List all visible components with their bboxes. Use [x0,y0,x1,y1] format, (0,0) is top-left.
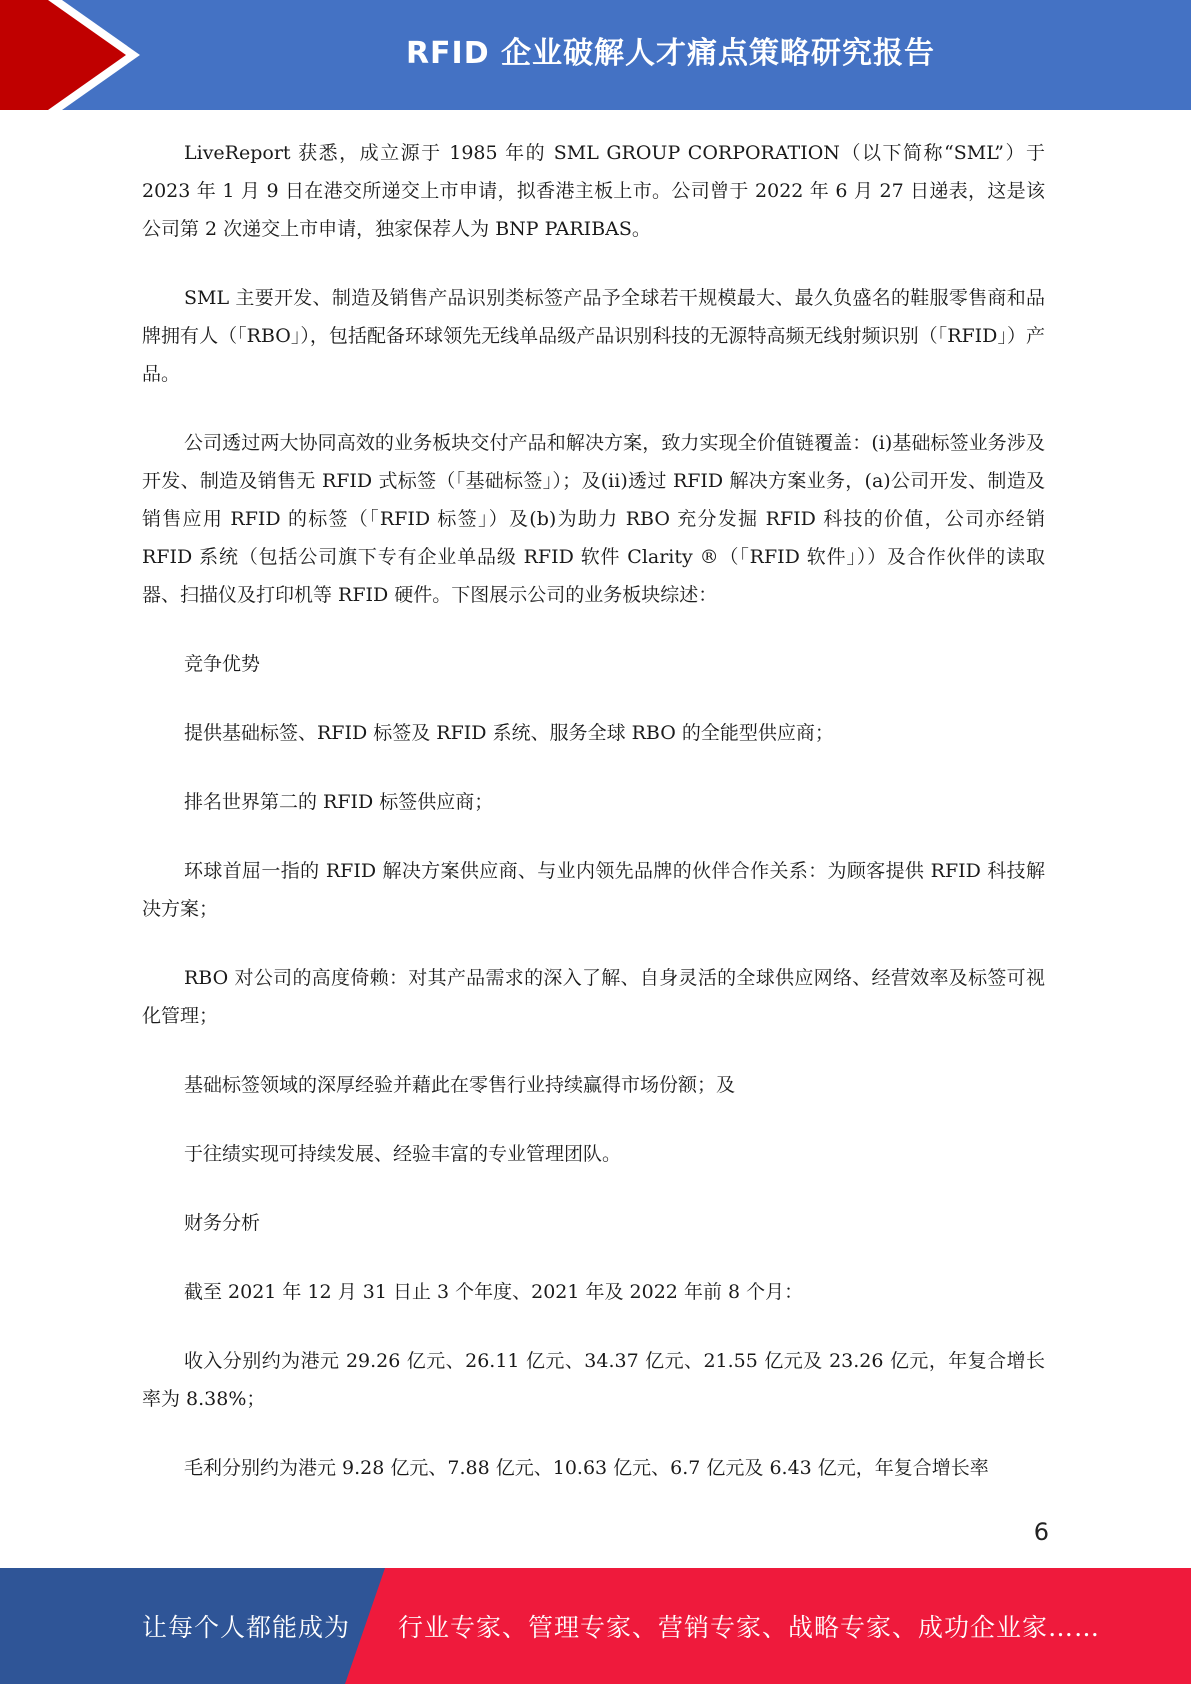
section-heading: 财务分析 [184,1212,261,1234]
section-heading: 竞争优势 [184,653,261,675]
paragraph: 公司透过两大协同高效的业务板块交付产品和解决方案，致力实现全价值链覆盖：(i)基础标签业务涉及开发、制造及销售无 RFID 式标签（「基础标签」）；及(ii)透过 RFID 解决方案业务，(a)公司开发、制造及销售应用 RFID 的标签（「RFID 标签」）及(b)为助力 RBO 充分发掘 RFID 科技的价值，公司亦经销 RFID 系统（包括公司旗下专有企业单品级 RFID 软件 Clarity ®（「RFID 软件」））及合作伙伴的读取器、扫描仪及打印机等 RFID 硬件。下图展示公司的业务板块综述： [142,432,1045,606]
paragraph: 提供基础标签、RFID 标签及 RFID 系统、服务全球 RBO 的全能型供应商； [184,722,834,744]
paragraph: 基础标签领域的深厚经验并藉此在零售行业持续赢得市场份额；及 [184,1074,736,1096]
paragraph: 截至 2021 年 12 月 31 日止 3 个年度、2021 年及 2022 年前 8 个月： [184,1281,804,1303]
page-number: 6 [1033,1518,1049,1546]
paragraph: LiveReport 获悉，成立源于 1985 年的 SML GROUP CORPORATION（以下简称“SML”）于 2023 年 1 月 9 日在港交所递交上市申请，拟香港主板上市。公司曾于 2022 年 6 月 27 日递表，这是该公司第 2 次递交上市申请，独家保荐人为 BNP PARIBAS。 [142,142,1045,240]
paragraph: RBO 对公司的高度倚赖：对其产品需求的深入了解、自身灵活的全球供应网络、经营效率及标签可视化管理； [142,967,1045,1027]
paragraph: SML 主要开发、制造及销售产品识别类标签产品予全球若干规模最大、最久负盛名的鞋服零售商和品牌拥有人（「RBO」），包括配备环球领先无线单品级产品识别科技的无源特高频无线射频识别（「RFID」）产品。 [142,287,1045,385]
paragraph: 毛利分别约为港元 9.28 亿元、7.88 亿元、10.63 亿元、6.7 亿元及 6.43 亿元，年复合增长率 [184,1457,989,1479]
paragraph: 收入分别约为港元 29.26 亿元、26.11 亿元、34.37 亿元、21.55 亿元及 23.26 亿元，年复合增长率为 8.38%； [142,1350,1045,1410]
header-title: RFID 企业破解人才痛点策略研究报告 [405,36,936,71]
page-footer [0,1568,1191,1684]
footer-slogan-right: 行业专家、管理专家、营销专家、战略专家、成功企业家…… [398,1613,1101,1642]
footer-slogan-left: 让每个人都能成为 [142,1613,351,1642]
page-header [0,0,1191,110]
paragraph: 环球首屈一指的 RFID 解决方案供应商、与业内领先品牌的伙伴合作关系：为顾客提供 RFID 科技解决方案； [142,860,1045,920]
paragraph: 于往绩实现可持续发展、经验丰富的专业管理团队。 [184,1143,622,1165]
paragraph: 排名世界第二的 RFID 标签供应商； [184,791,494,813]
document-body [142,134,1045,1518]
